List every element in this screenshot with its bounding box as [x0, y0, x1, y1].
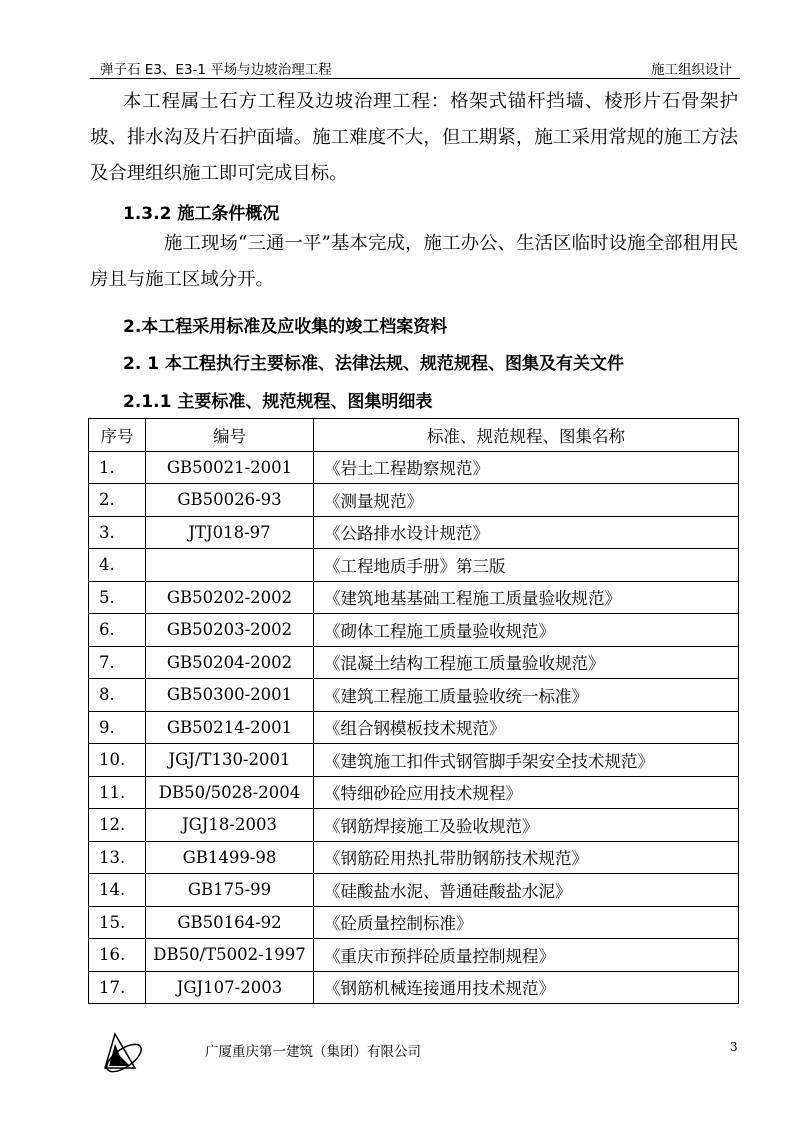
standard-name: 《重庆市预拌砼质量控制规程》	[314, 939, 739, 972]
standard-code: GB50202-2002	[146, 581, 314, 614]
standard-code: GB50164-92	[146, 906, 314, 939]
standard-name: 《工程地质手册》第三版	[314, 549, 739, 582]
standard-code: GB50021-2001	[146, 451, 314, 484]
standard-name: 《岩土工程勘察规范》	[314, 451, 739, 484]
standard-name: 《钢筋砼用热扎带肋钢筋技术规范》	[314, 841, 739, 874]
standards-table	[88, 418, 739, 1004]
table-row	[89, 484, 739, 517]
table-row	[89, 614, 739, 647]
table-row	[89, 939, 739, 972]
standard-name: 《公路排水设计规范》	[314, 516, 739, 549]
row-number: 2.	[89, 484, 146, 517]
standard-code: GB50203-2002	[146, 614, 314, 647]
standard-code: DB50/5028-2004	[146, 776, 314, 809]
standard-code: GB50204-2002	[146, 646, 314, 679]
section-heading-2: 2.本工程采用标准及应收集的竣工档案资料	[123, 317, 448, 337]
row-number: 14.	[89, 874, 146, 907]
standard-name: 《建筑工程施工质量验收统一标准》	[314, 679, 739, 712]
header-divider	[90, 78, 740, 79]
section-heading-1-3-2: 1.3.2 施工条件概况	[123, 204, 280, 224]
standard-code: JGJ107-2003	[146, 971, 314, 1004]
row-number: 10.	[89, 744, 146, 777]
col-header-code: 编号	[146, 419, 314, 452]
table-row	[89, 516, 739, 549]
standard-name: 《建筑施工扣件式钢管脚手架安全技术规范》	[314, 744, 739, 777]
row-number: 4.	[89, 549, 146, 582]
standard-code: GB1499-98	[146, 841, 314, 874]
standard-code: JGJ18-2003	[146, 809, 314, 842]
standard-code: JTJ018-97	[146, 516, 314, 549]
row-number: 11.	[89, 776, 146, 809]
standard-name: 《钢筋机械连接通用技术规范》	[314, 971, 739, 1004]
table-row	[89, 581, 739, 614]
standard-name: 《混凝土结构工程施工质量验收规范》	[314, 646, 739, 679]
standard-code: GB175-99	[146, 874, 314, 907]
row-number: 8.	[89, 679, 146, 712]
standard-name: 《砼质量控制标准》	[314, 906, 739, 939]
row-number: 3.	[89, 516, 146, 549]
table-row	[89, 744, 739, 777]
paragraph-project-scope: 本工程属土石方工程及边坡治理工程：格架式锚杆挡墙、棱形片石骨架护坡、排水沟及片石护面墙。施工难度不大，但工期紧，施工采用常规的施工方法及合理组织施工即可完成目标。	[90, 91, 738, 184]
row-number: 7.	[89, 646, 146, 679]
table-row	[89, 971, 739, 1004]
table-row	[89, 549, 739, 582]
table-row	[89, 906, 739, 939]
standard-name: 《建筑地基基础工程施工质量验收规范》	[314, 581, 739, 614]
row-number: 5.	[89, 581, 146, 614]
standard-name: 《组合钢模板技术规范》	[314, 711, 739, 744]
row-number: 9.	[89, 711, 146, 744]
standard-code: GB50026-93	[146, 484, 314, 517]
row-number: 13.	[89, 841, 146, 874]
standard-code: DB50/T5002-1997	[146, 939, 314, 972]
section-heading-2-1-1: 2.1.1 主要标准、规范规程、图集明细表	[123, 392, 433, 412]
header-doc-type: 施工组织设计	[651, 62, 732, 78]
standard-name: 《砌体工程施工质量验收规范》	[314, 614, 739, 647]
page-number: 3	[730, 1040, 738, 1054]
row-number: 15.	[89, 906, 146, 939]
col-header-name: 标准、规范规程、图集名称	[314, 419, 739, 452]
table-row	[89, 646, 739, 679]
standard-code: GB50214-2001	[146, 711, 314, 744]
row-number: 1.	[89, 451, 146, 484]
table-row	[89, 776, 739, 809]
standard-name: 《特细砂砼应用技术规程》	[314, 776, 739, 809]
standard-name: 《钢筋焊接施工及验收规范》	[314, 809, 739, 842]
standard-code: JGJ/T130-2001	[146, 744, 314, 777]
footer-company-name: 广厦重庆第一建筑（集团）有限公司	[205, 1044, 421, 1060]
col-header-no: 序号	[89, 419, 146, 452]
table-row	[89, 679, 739, 712]
row-number: 6.	[89, 614, 146, 647]
paragraph-site-conditions: 施工现场“三通一平”基本完成，施工办公、生活区临时设施全部租用民房且与施工区域分开。	[90, 233, 738, 290]
table-row	[89, 451, 739, 484]
table-row	[89, 809, 739, 842]
row-number: 12.	[89, 809, 146, 842]
standard-code	[146, 549, 314, 582]
table-row	[89, 841, 739, 874]
section-heading-2-1: 2. 1 本工程执行主要标准、法律法规、规范规程、图集及有关文件	[123, 354, 624, 374]
standard-code: GB50300-2001	[146, 679, 314, 712]
standard-name: 《测量规范》	[314, 484, 739, 517]
table-row	[89, 711, 739, 744]
standard-name: 《硅酸盐水泥、普通硅酸盐水泥》	[314, 874, 739, 907]
row-number: 17.	[89, 971, 146, 1004]
header-project-title: 弹子石 E3、E3-1 平场与边坡治理工程	[100, 62, 332, 78]
table-row	[89, 874, 739, 907]
company-logo	[100, 1030, 146, 1074]
row-number: 16.	[89, 939, 146, 972]
